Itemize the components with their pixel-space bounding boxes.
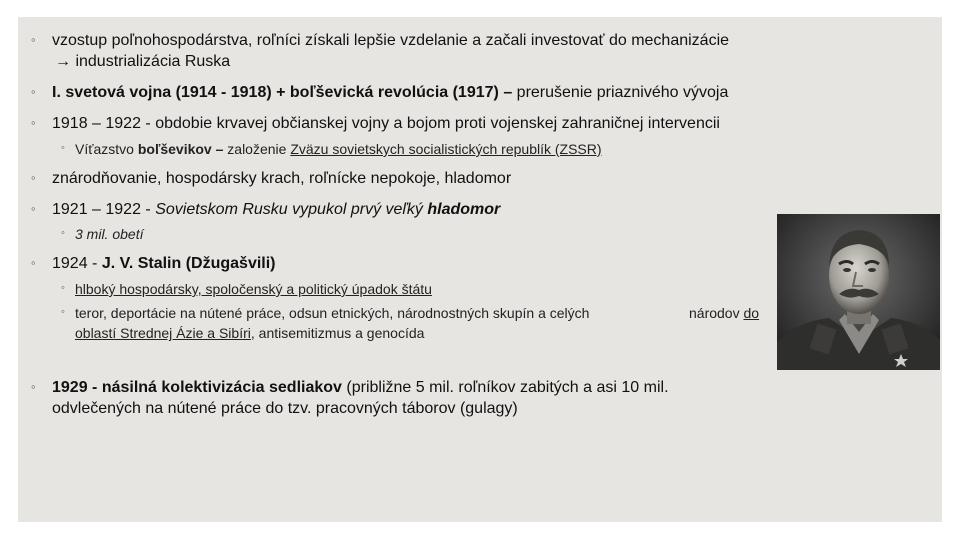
plain-text: národov	[689, 305, 740, 321]
sub-bullet-marker: ◦	[61, 282, 65, 294]
plain-text: teror, deportácie na nútené práce, odsun etnických, národnostných skupín a celých	[75, 305, 590, 321]
bullet-text-line: industrializácia Ruska	[75, 53, 231, 70]
bullet-text: 1918 – 1922 - obdobie krvavej občianskej vojny a bojom proti vojenskej zahraničnej intervencii	[52, 115, 720, 132]
plain-text: , antisemitizmus a genocída	[250, 325, 425, 341]
hyperlink-text[interactable]: Zväzu sovietskych socialistických republík (ZSSR)	[290, 141, 602, 157]
bold-text: boľševikov –	[137, 141, 224, 157]
bullet-marker: ◦	[31, 84, 36, 99]
bullet-marker: ◦	[31, 32, 36, 47]
sub-bullet-marker: ◦	[61, 142, 65, 154]
bullet-text-line: vzostup poľnohospodárstva, roľníci získali lepšie vzdelanie a začali investovať do mechanizácie	[52, 32, 730, 49]
bullet-text	[52, 254, 276, 274]
bullet-text: znárodňovanie, hospodársky krach, roľnícke nepokoje, hladomor	[52, 170, 512, 187]
bullet-text-continuation: odvlečených na nútené práce do tzv. pracovných táborov (gulagy)	[52, 400, 518, 417]
bullet-marker: ◦	[31, 255, 36, 270]
portrait-illustration	[777, 214, 940, 370]
bullet-marker: ◦	[31, 379, 36, 394]
bullet-text	[52, 31, 729, 51]
bold-italic-text: hladomor	[427, 201, 501, 218]
plain-text: 1924 -	[52, 255, 98, 272]
italic-text: 3 mil. obetí	[75, 226, 144, 242]
plain-text: prerušenie priaznivého vývoja	[516, 84, 729, 101]
arrow-symbol: →	[55, 53, 71, 70]
hyperlink-text[interactable]: hlboký hospodársky, spoločenský a politický úpadok štátu	[75, 281, 432, 297]
plain-text: (približne 5 mil. roľníkov zabitých a asi 10 mil.	[346, 379, 669, 396]
portrait-photo	[777, 214, 940, 370]
bullet-marker: ◦	[31, 201, 36, 216]
sub-bullet-text-tail	[689, 303, 759, 323]
bullet-text-continuation	[55, 52, 230, 72]
sub-bullet-text	[75, 139, 602, 159]
plain-text: Víťazstvo	[75, 141, 134, 157]
sub-bullet-marker: ◦	[61, 306, 65, 318]
bold-text: J. V. Stalin (Džugašvili)	[101, 255, 276, 272]
plain-text: 1921 – 1922 -	[52, 201, 151, 218]
bullet-text	[52, 200, 500, 220]
bullet-text	[52, 83, 728, 103]
bold-text: I. svetová vojna (1914 - 1918) + boľševická revolúcia (1917)	[52, 84, 499, 101]
sub-bullet-text	[75, 279, 432, 299]
hyperlink-text[interactable]: oblastí Strednej Ázie a Sibíri	[75, 325, 251, 341]
bullet-text	[52, 378, 669, 398]
sub-bullet-text-continuation	[75, 323, 424, 343]
plain-text: založenie	[227, 141, 287, 157]
sub-bullet-marker: ◦	[61, 227, 65, 239]
hyperlink-text[interactable]: do	[743, 305, 760, 321]
bold-text: 1929 - násilná kolektivizácia sedliakov	[52, 379, 342, 396]
sub-bullet-text	[75, 224, 143, 244]
dash: –	[503, 84, 513, 101]
sub-bullet-text	[75, 303, 589, 323]
bullet-marker: ◦	[31, 115, 36, 130]
italic-text: Sovietskom Rusku vypukol prvý veľký	[155, 201, 423, 218]
bullet-marker: ◦	[31, 170, 36, 185]
